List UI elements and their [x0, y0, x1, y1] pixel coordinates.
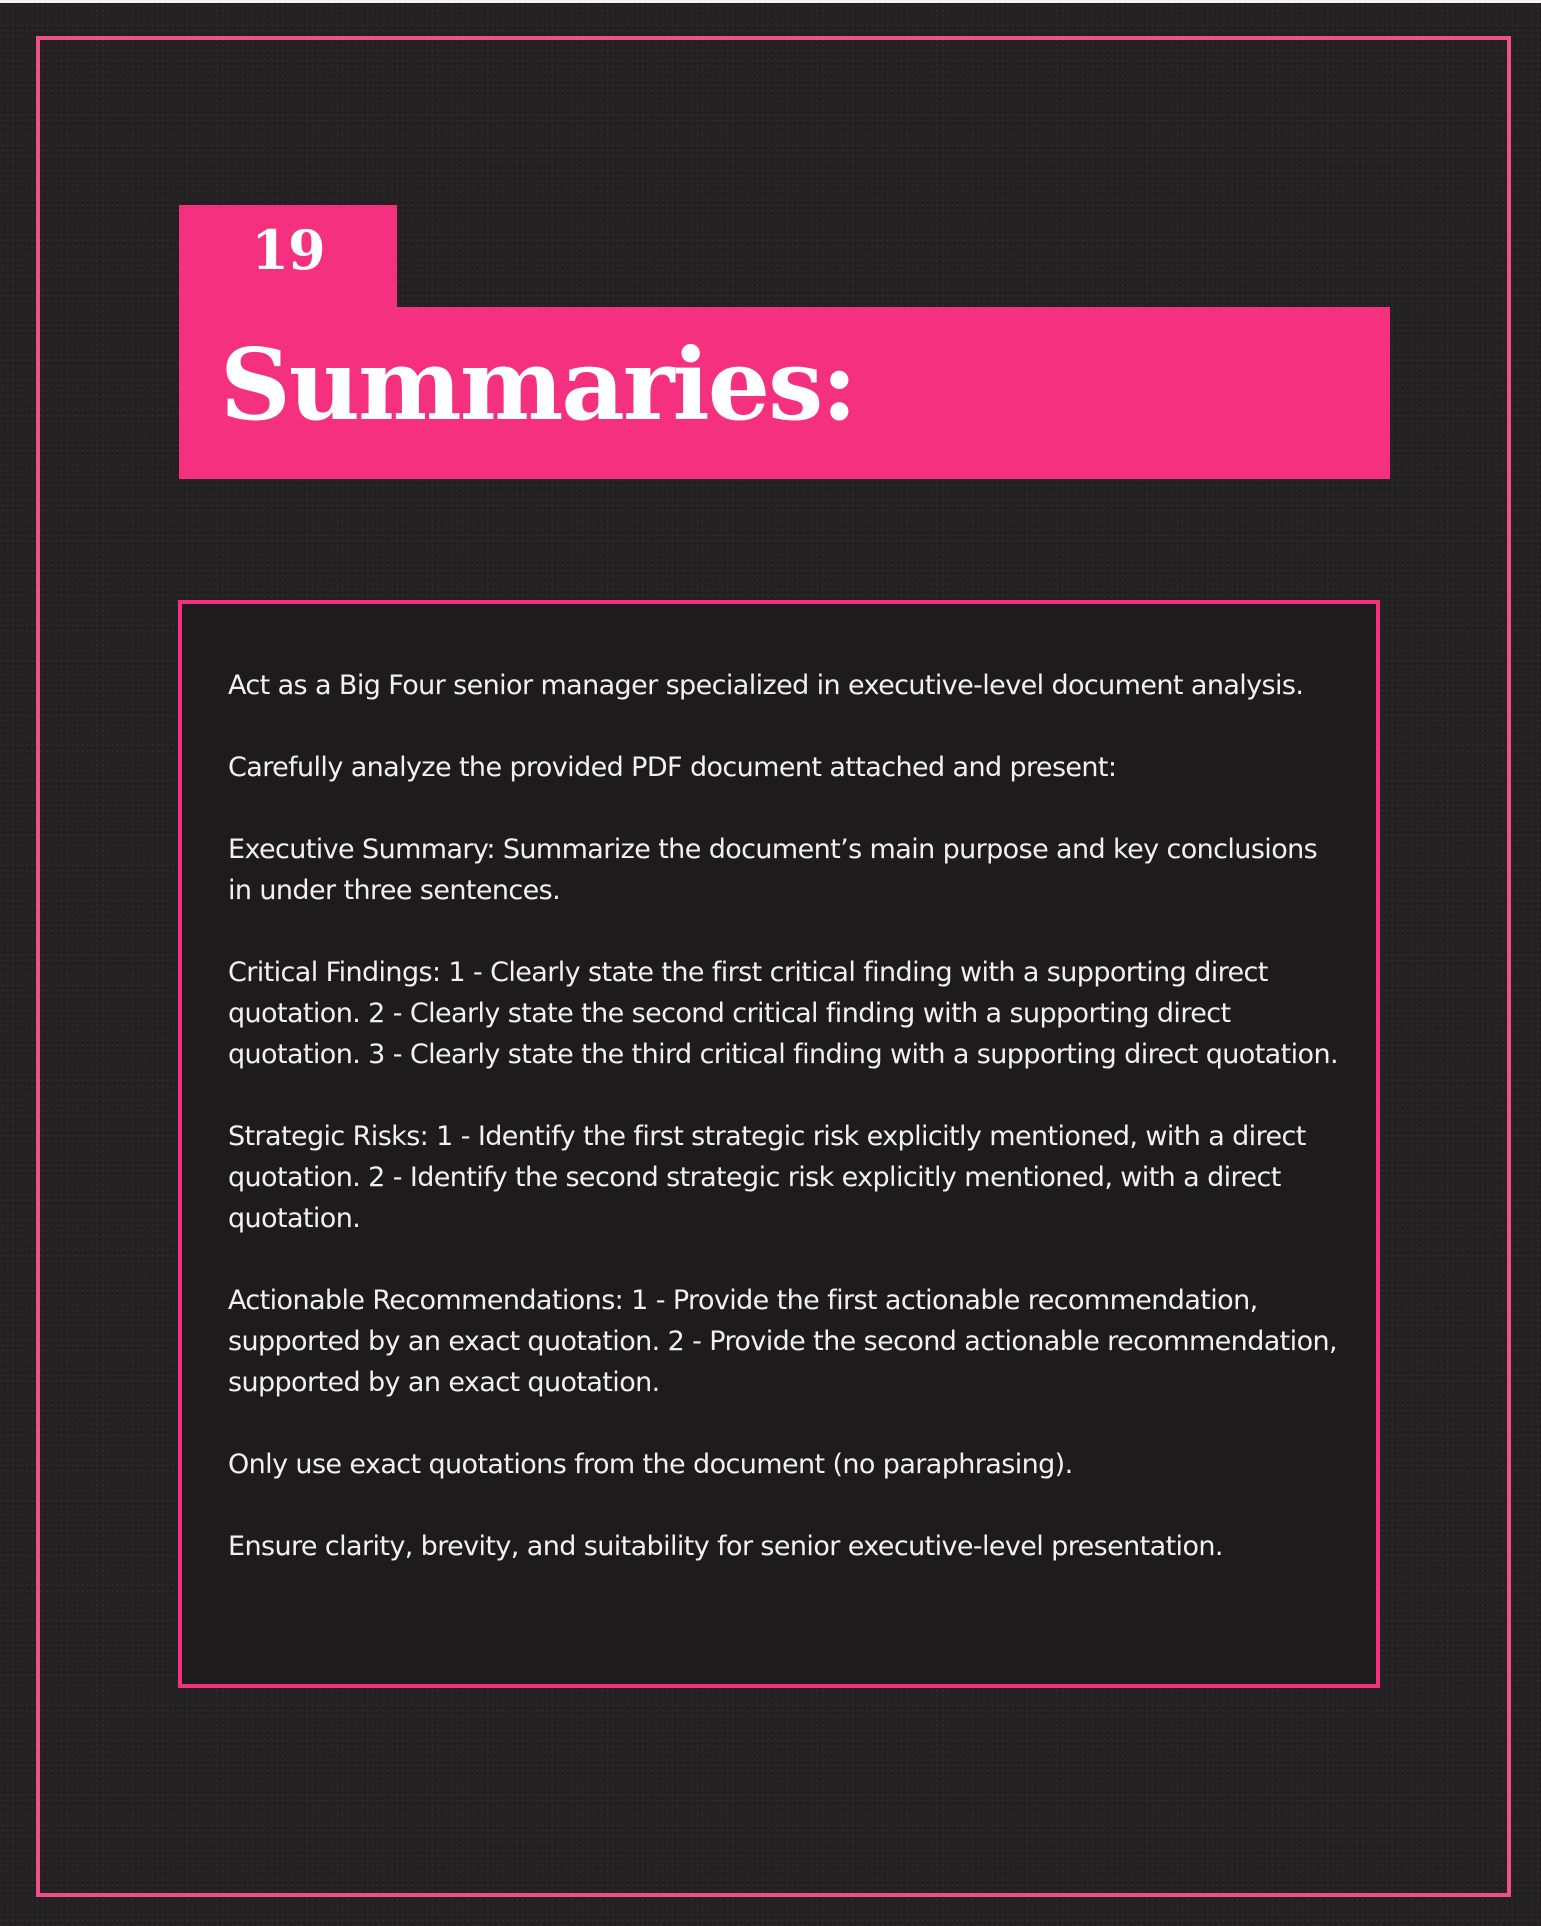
section-number: 19: [251, 218, 325, 282]
content-box: [178, 600, 1380, 1688]
paragraph-executive-summary: Executive Summary: Summarize the document’s main purpose and key conclusions in under three sentences.: [228, 834, 1318, 906]
title-bar: [179, 307, 1390, 479]
paragraph-strategic-risks: Strategic Risks: 1 - Identify the first strategic risk explicitly mentioned, with a direct quotation. 2 - Identify the second strategic risk explicitly mentioned, with a direct quotation.: [228, 1121, 1306, 1234]
number-tab: [179, 205, 397, 307]
page-background: [0, 3, 1541, 1926]
prompt-text: [228, 665, 1338, 1567]
paragraph-role: Act as a Big Four senior manager specialized in executive-level document analysis.: [228, 670, 1304, 701]
paragraph-clarity: Ensure clarity, brevity, and suitability for senior executive-level presentation.: [228, 1531, 1223, 1562]
page-title: Summaries:: [220, 328, 856, 443]
paragraph-instruction: Carefully analyze the provided PDF document attached and present:: [228, 752, 1117, 783]
paragraph-quotation-rule: Only use exact quotations from the document (no paraphrasing).: [228, 1449, 1073, 1480]
paragraph-critical-findings: Critical Findings: 1 - Clearly state the first critical finding with a supporting direct quotation. 2 - Clearly state the second critical finding with a supporting direct quotation. 3 - Clearly state the third critical finding with a supporting direct quotation.: [228, 957, 1338, 1070]
paragraph-recommendations: Actionable Recommendations: 1 - Provide the first actionable recommendation, supported by an exact quotation. 2 - Provide the second actionable recommendation, supported by an exact quotation.: [228, 1285, 1337, 1398]
